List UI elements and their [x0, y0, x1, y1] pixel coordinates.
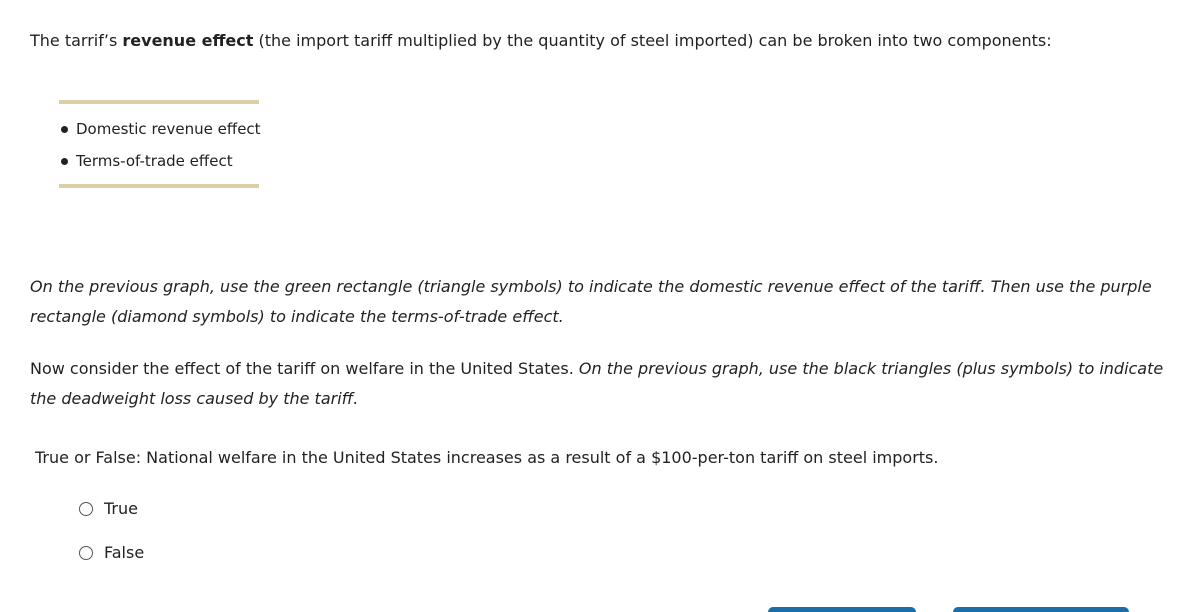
instruction-welfare — [30, 354, 1180, 414]
radio-false[interactable] — [79, 546, 93, 560]
option-label: True — [104, 499, 138, 518]
bullet-icon — [61, 126, 68, 133]
action-button-2[interactable] — [953, 607, 1129, 612]
list-item — [58, 119, 261, 151]
divider-top — [59, 100, 259, 104]
list-item — [58, 151, 261, 183]
option-label: False — [104, 543, 145, 562]
instruction-revenue: On the previous graph, use the green rectangle (triangle symbols) to indicate the domestic revenue effect of the tariff. Then use the purple rectangle (diamond symbols) to indicate the terms-of-trade effect. — [30, 277, 1152, 326]
action-button-1[interactable] — [768, 607, 916, 612]
option-false[interactable] — [79, 543, 144, 562]
intro-bold-term: revenue effect — [122, 31, 254, 50]
option-true[interactable] — [79, 499, 138, 518]
component-label: Domestic revenue effect — [76, 120, 261, 138]
components-list — [58, 119, 261, 183]
intro-text — [30, 31, 1052, 51]
bullet-icon — [61, 158, 68, 165]
intro-before: The tarrif’s — [30, 31, 123, 50]
instruction-welfare-italic: On the previous graph, use the black triangles (plus symbols) to indicate the deadweight loss caused by the tariff. — [30, 359, 1164, 408]
component-label: Terms-of-trade effect — [76, 152, 233, 170]
radio-true[interactable] — [79, 502, 93, 516]
divider-bottom — [59, 184, 259, 188]
instruction-welfare-plain: Now consider the effect of the tariff on welfare in the United States. — [30, 359, 579, 378]
intro-after: (the import tariff multiplied by the quantity of steel imported) can be broken into two components: — [253, 31, 1052, 50]
question-text: True or False: National welfare in the United States increases as a result of a $100-per-ton tariff on steel imports. — [35, 448, 939, 467]
